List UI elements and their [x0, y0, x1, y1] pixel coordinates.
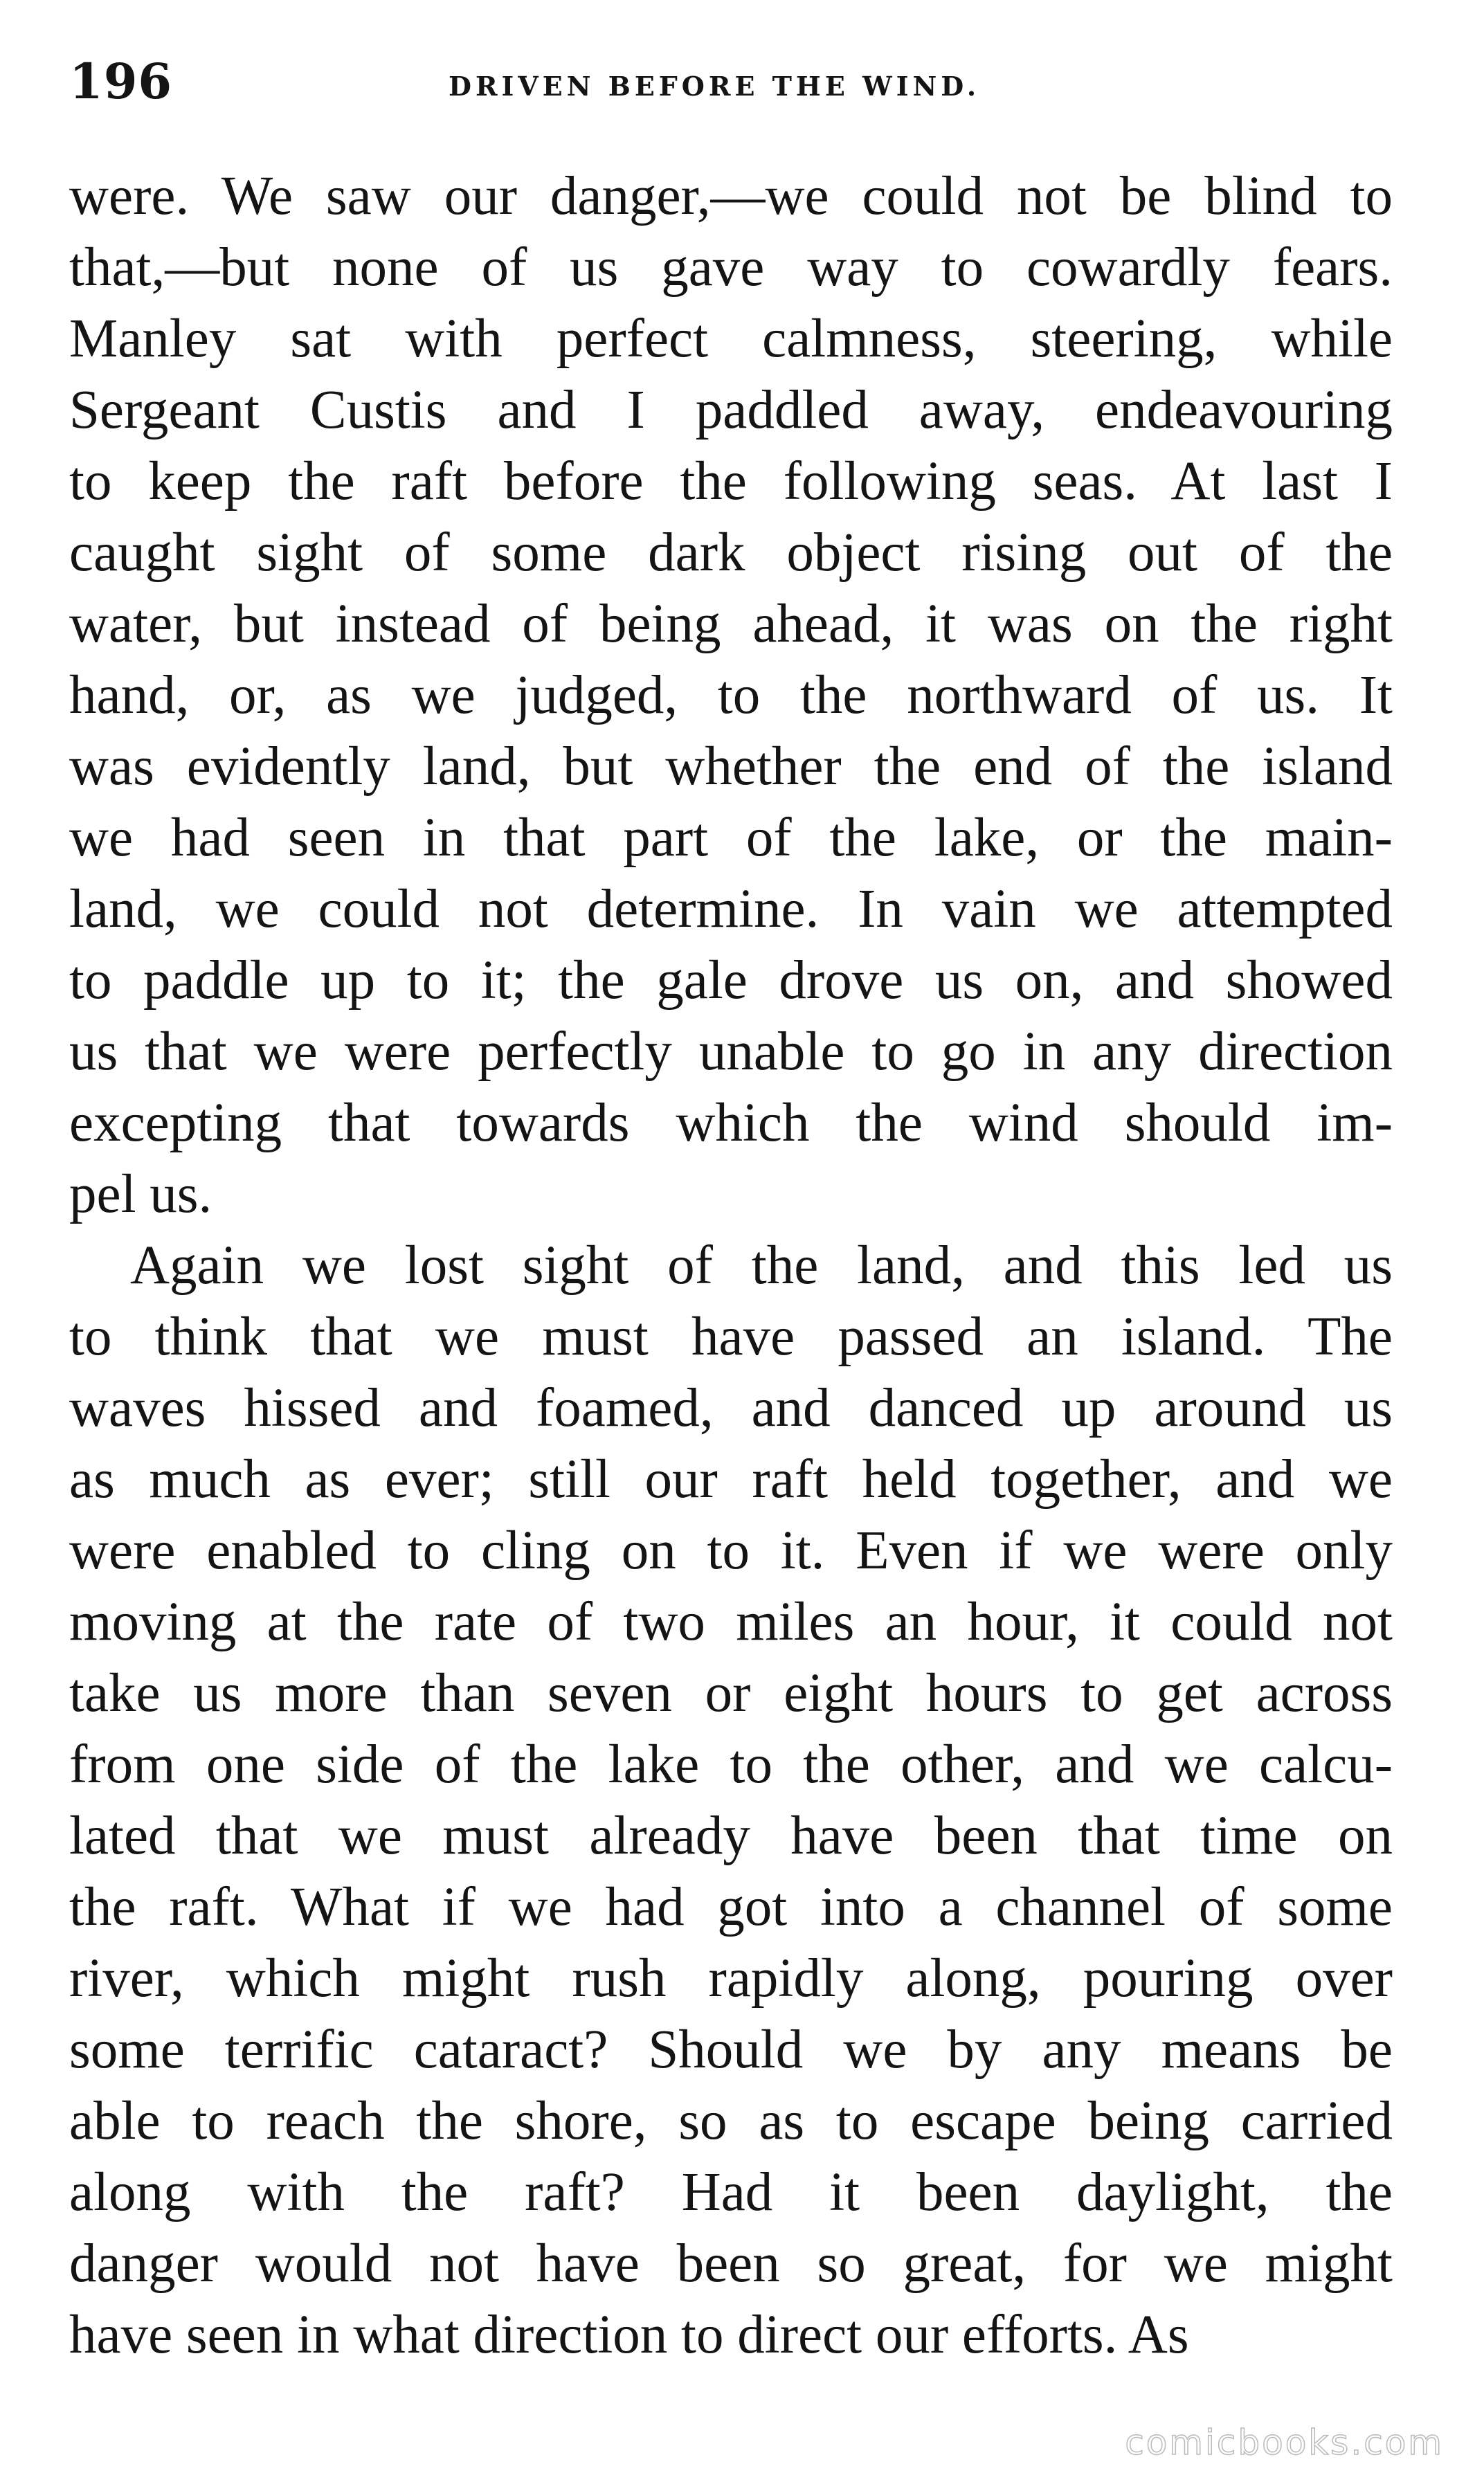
text-line: to paddle up to it; the gale drove us on, and showed — [69, 950, 1393, 1011]
text-line: some terrific cataract? Should we by any means be — [69, 2020, 1393, 2080]
text-line: as much as ever; still our raft held together, and we — [69, 1449, 1393, 1510]
text-line: Sergeant Custis and I paddled away, endeavouring — [69, 380, 1393, 440]
text-line: water, but instead of being ahead, it was on the right — [69, 594, 1393, 654]
text-line: pel us. — [69, 1164, 212, 1224]
text-line: hand, or, as we judged, to the northward of us. It — [69, 665, 1393, 725]
text-line: lated that we must already have been that time on — [69, 1806, 1393, 1866]
text-line: us that we were perfectly unable to go in any direction — [69, 1022, 1393, 1082]
paragraph — [69, 161, 1393, 1230]
watermark: comicbooks.com — [1125, 2422, 1444, 2463]
text-line: caught sight of some dark object rising out of the — [69, 523, 1393, 583]
text-line: able to reach the shore, so as to escape being carried — [69, 2091, 1393, 2151]
text-line: was evidently land, but whether the end of the island — [69, 736, 1393, 797]
text-line: moving at the rate of two miles an hour, it could not — [69, 1592, 1393, 1652]
text-line: the raft. What if we had got into a channel of some — [69, 1877, 1393, 1937]
text-line: excepting that towards which the wind should im- — [69, 1093, 1393, 1153]
text-line: from one side of the lake to the other, and we calcu- — [69, 1734, 1393, 1795]
text-line: were enabled to cling on to it. Even if we were only — [69, 1521, 1393, 1581]
text-line: we had seen in that part of the lake, or the main- — [69, 808, 1393, 868]
running-head: DRIVEN BEFORE THE WIND. — [449, 71, 981, 102]
text-line: river, which might rush rapidly along, pouring over — [69, 1948, 1393, 2009]
text-line: Again we lost sight of the land, and this led us — [130, 1235, 1393, 1296]
page-header — [69, 50, 1393, 126]
text-line: that,—but none of us gave way to cowardly fears. — [69, 237, 1393, 298]
text-line: along with the raft? Had it been daylight, the — [69, 2162, 1393, 2222]
text-line: danger would not have been so great, for we might — [69, 2234, 1393, 2294]
paragraph — [69, 1230, 1393, 2371]
body-text — [69, 161, 1393, 2371]
text-line: were. We saw our danger,—we could not be blind to — [69, 166, 1393, 226]
page-number: 196 — [69, 53, 173, 110]
text-line: to think that we must have passed an island. The — [69, 1307, 1393, 1367]
text-line: have seen in what direction to direct our efforts. As — [69, 2305, 1189, 2365]
text-line: waves hissed and foamed, and danced up around us — [69, 1378, 1393, 1438]
text-line: land, we could not determine. In vain we attempted — [69, 879, 1393, 939]
text-line: take us more than seven or eight hours to get across — [69, 1663, 1393, 1723]
text-line: Manley sat with perfect calmness, steering, while — [69, 309, 1393, 369]
text-line: to keep the raft before the following seas. At last I — [69, 451, 1393, 511]
